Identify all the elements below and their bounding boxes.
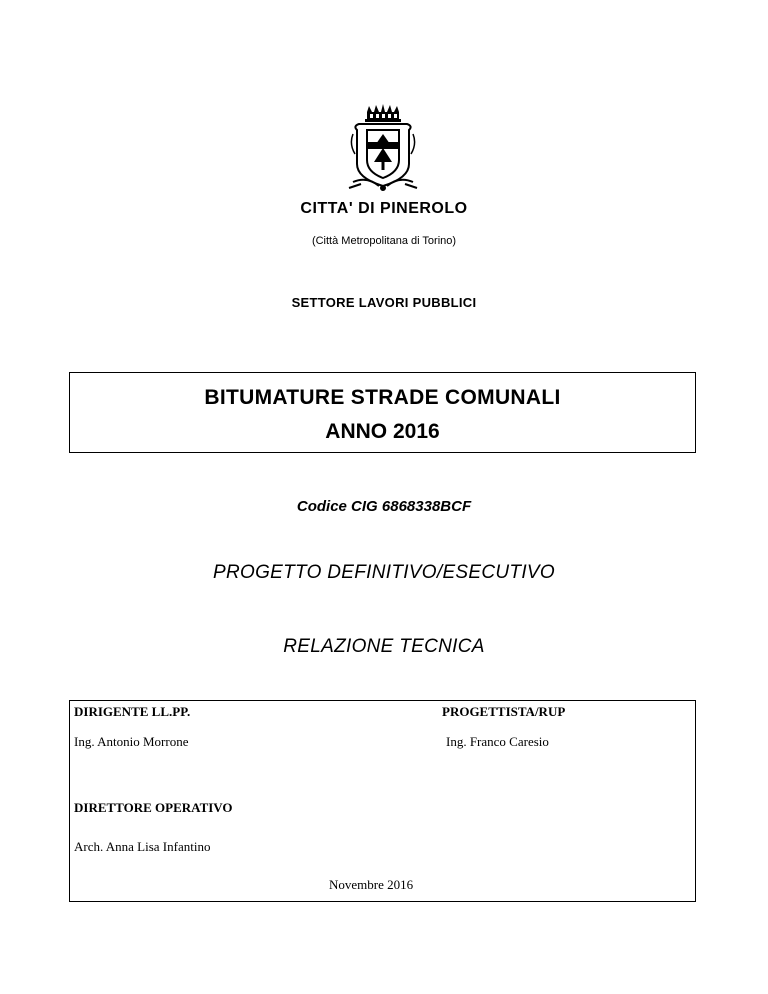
direttore-name: Arch. Anna Lisa Infantino [74, 839, 211, 854]
progettista-name: Ing. Franco Caresio [446, 734, 549, 749]
dirigente-name: Ing. Antonio Morrone [74, 734, 189, 749]
dirigente-label: DIRIGENTE LL.PP. [74, 704, 191, 719]
staff-box [69, 700, 696, 902]
document-year: ANNO 2016 [325, 420, 440, 443]
coat-of-arms-icon [343, 104, 423, 194]
city-name: CITTA' DI PINEROLO [300, 200, 468, 217]
sector-name: SETTORE LAVORI PUBBLICI [291, 295, 477, 310]
direttore-label: DIRETTORE OPERATIVO [74, 800, 233, 815]
document-date: Novembre 2016 [329, 877, 414, 892]
project-type: PROGETTO DEFINITIVO/ESECUTIVO [213, 562, 555, 583]
document-type: RELAZIONE TECNICA [283, 636, 485, 657]
document-title: BITUMATURE STRADE COMUNALI [204, 386, 561, 409]
title-box [69, 372, 696, 453]
codice-cig: Codice CIG 6868338BCF [296, 498, 472, 515]
progettista-label: PROGETTISTA/RUP [442, 704, 566, 719]
province-name: (Città Metropolitana di Torino) [311, 235, 457, 247]
